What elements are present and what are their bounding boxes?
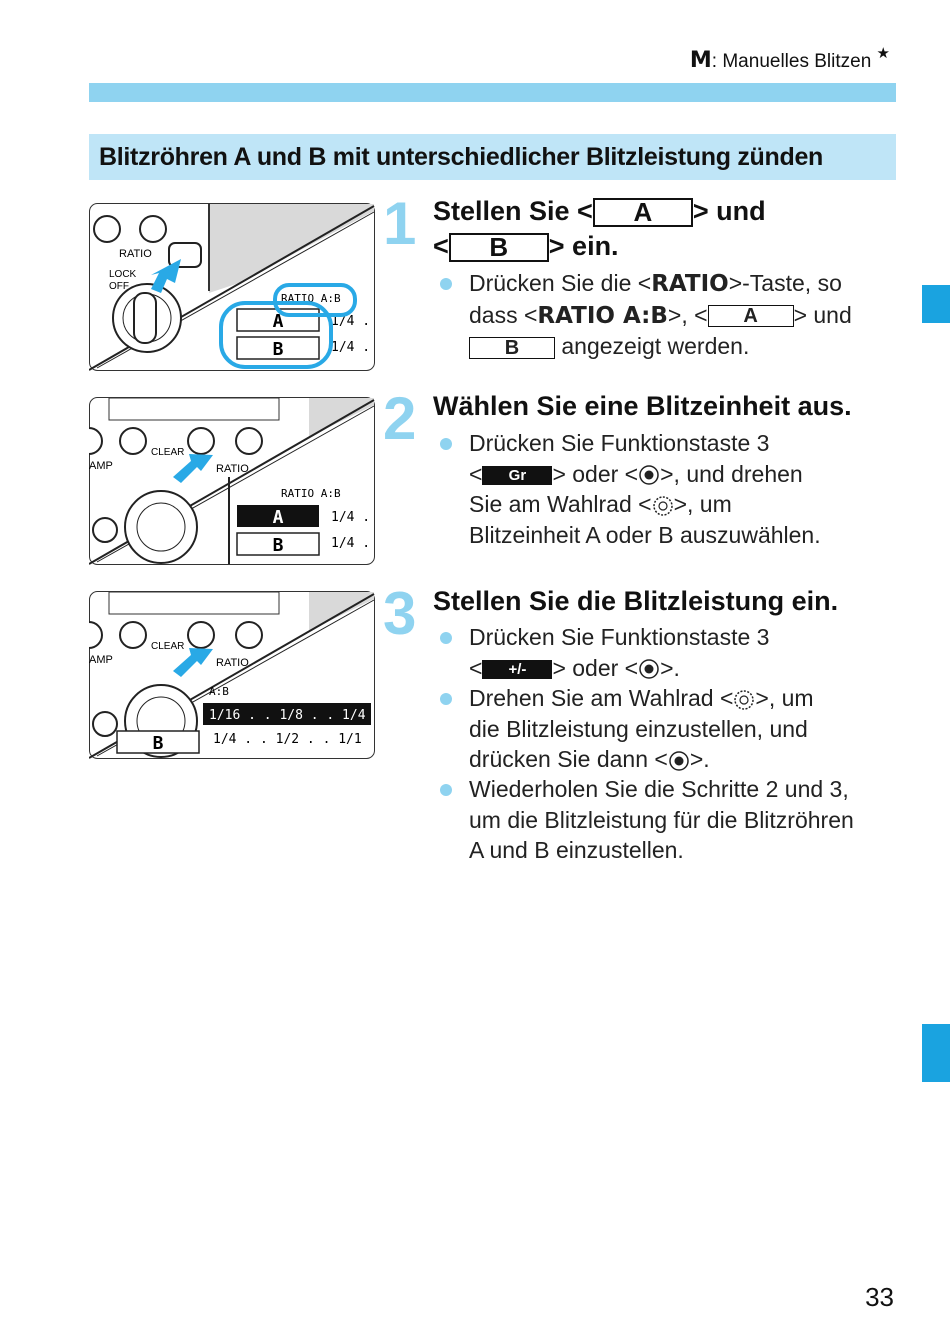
set-button-icon	[638, 464, 660, 486]
box-a: A	[272, 311, 284, 332]
ab-label: A:B	[209, 685, 229, 698]
bullet-icon	[440, 438, 452, 450]
step-2-bullet: Drücken Sie Funktionstaste 3 < Gr > oder < >, und drehen Sie am Wahlrad < >, um Blitzeinheit A oder B auszuwählen.	[469, 428, 821, 550]
off-label: OFF	[109, 281, 129, 292]
scale-a: 1/16 . . 1/8 . . 1/4	[209, 708, 366, 723]
ratio-ab-label: RATIO A:B	[281, 487, 341, 500]
lamp-label: AMP	[89, 460, 113, 472]
figure-1-ratio-button	[89, 203, 375, 371]
box-a-symbol: A	[593, 198, 693, 227]
exposure-comp-key-icon: +/-	[482, 660, 552, 679]
step-1-number: 1	[383, 190, 417, 257]
ratio-label: RATIO	[216, 463, 249, 475]
clear-label: CLEAR	[151, 447, 185, 458]
bullet-icon	[440, 632, 452, 644]
scale-b: 1/4 . . 1/2 . . 1/1	[213, 732, 362, 747]
clear-label: CLEAR	[151, 641, 185, 652]
bullet-icon	[440, 784, 452, 796]
step-3-bullet-1: Drücken Sie Funktionstaste 3 < +/- > oder < >.	[469, 622, 769, 683]
mode-symbol: M	[689, 48, 712, 73]
value-a: 1/4 .	[331, 314, 371, 329]
ratio-label: RATIO	[119, 248, 152, 260]
value-b: 1/4 .	[331, 340, 371, 355]
dial-icon	[652, 495, 674, 517]
box-a-symbol-inline: A	[708, 305, 794, 327]
lamp-label: AMP	[89, 654, 113, 666]
step-3-bullet-2: Drehen Sie am Wahlrad < >, um die Blitzleistung einzustellen, und drücken Sie dann < >.	[469, 683, 814, 775]
page-number: 33	[865, 1282, 894, 1312]
step-1-title: Stellen Sie < A > und < B > ein.	[433, 196, 766, 263]
bullet-icon	[440, 693, 452, 705]
header-title: : Manuelles Blitzen	[711, 51, 872, 72]
step-1-bullet: Drücken Sie die <RATIO>-Taste, so dass <RATIO A:B>, < A > und B angezeigt werden.	[469, 268, 852, 362]
step-2-number: 2	[383, 385, 417, 452]
running-header	[689, 45, 890, 73]
ratio-label: RATIO	[216, 657, 249, 669]
set-button-icon	[638, 658, 660, 680]
step-3-title: Stellen Sie die Blitzleistung ein.	[433, 586, 839, 616]
figure-3-set-output	[89, 591, 375, 759]
header-bar	[89, 83, 896, 102]
ratio-ab-label: RATIO A:B	[281, 292, 341, 305]
chapter-tab	[922, 285, 950, 323]
box-b: B	[272, 535, 284, 556]
section-tab	[922, 1024, 950, 1082]
lock-label: LOCK	[109, 269, 137, 280]
figure-2-select-unit	[89, 397, 375, 565]
step-3-bullet-3: Wiederholen Sie die Schritte 2 und 3, um die Blitzleistung für die Blitzröhren A und B einzustellen.	[469, 774, 854, 866]
section-banner	[89, 134, 896, 180]
box-a-selected: A	[272, 507, 284, 528]
dial-icon	[733, 689, 755, 711]
box-b: B	[272, 339, 284, 360]
bullet-icon	[440, 278, 452, 290]
value-b: 1/4 .	[331, 536, 371, 551]
step-3-number: 3	[383, 580, 417, 647]
section-title: Blitzröhren A und B mit unterschiedlicher Blitzleistung zünden	[99, 143, 824, 171]
gr-key-icon: Gr	[482, 466, 552, 485]
star-icon: ★	[876, 45, 890, 62]
value-a: 1/4 .	[331, 510, 371, 525]
set-button-icon	[668, 750, 690, 772]
box-b-symbol: B	[449, 233, 549, 262]
box-b: B	[152, 733, 164, 754]
box-b-symbol-inline: B	[469, 337, 555, 359]
step-2-title: Wählen Sie eine Blitzeinheit aus.	[433, 391, 852, 421]
